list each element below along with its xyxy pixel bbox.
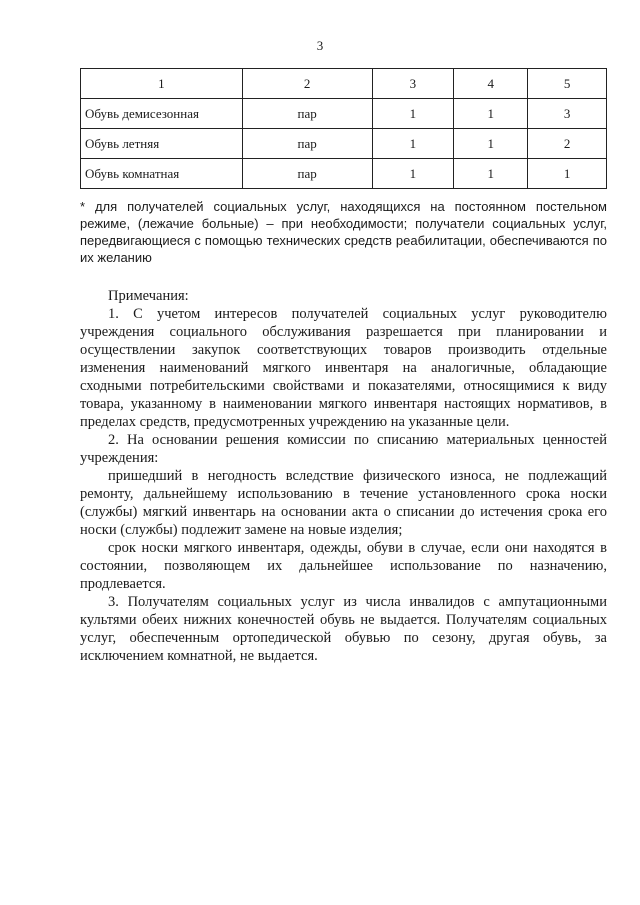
item-name-cell: Обувь летняя [81, 129, 243, 159]
value-cell: 1 [454, 99, 528, 129]
value-cell: 1 [372, 99, 454, 129]
note-paragraph: 2. На основании решения комиссии по списанию материальных ценностей учреждения: [80, 432, 607, 466]
note-paragraph: 3. Получателям социальных услуг из числа инвалидов с ампутационными культями обеих нижних конечностей обувь не выдается. Получателям социальных услуг, обеспеченным ортопедической обувью по сезону, другая обувь, за исключением комнатной, не выдается. [80, 594, 607, 664]
item-name-cell: Обувь демисезонная [81, 99, 243, 129]
page-number: 3 [316, 38, 324, 53]
value-cell: 1 [454, 159, 528, 189]
table-row [81, 129, 607, 159]
table-row [81, 99, 607, 129]
column-header: 1 [81, 69, 243, 99]
note-paragraph: срок носки мягкого инвентаря, одежды, обуви в случае, если они находятся в состоянии, позволяющем их дальнейшее использование по назначению, продлевается. [80, 540, 607, 592]
norms-table [80, 68, 607, 189]
value-cell: 1 [528, 159, 607, 189]
note-paragraph: пришедший в негодность вследствие физического износа, не подлежащий ремонту, дальнейшему использованию в течение установленного срока носки (службы) мягкий инвентарь на основании акта о списании до истечения срока его носки (службы) подлежит замене на новые изделия; [80, 468, 607, 538]
value-cell: 3 [528, 99, 607, 129]
value-cell: 1 [454, 129, 528, 159]
column-header: 3 [372, 69, 454, 99]
value-cell: 1 [372, 159, 454, 189]
table-footnote: * для получателей социальных услуг, находящихся на постоянном постельном режиме, (лежачие больные) – при необходимости; получатели социальных услуг, передвигающиеся с помощью технических средств реабилитации, обеспечиваются по их желанию [80, 199, 607, 265]
notes-title: Примечания: [108, 288, 189, 304]
table-header-row [81, 69, 607, 99]
unit-cell: пар [242, 99, 372, 129]
column-header: 2 [242, 69, 372, 99]
unit-cell: пар [242, 159, 372, 189]
value-cell: 2 [528, 129, 607, 159]
notes-section [80, 287, 607, 665]
unit-cell: пар [242, 129, 372, 159]
column-header: 4 [454, 69, 528, 99]
note-paragraph: 1. С учетом интересов получателей социальных услуг руководителю учреждения социального обслуживания разрешается при планировании и осуществлении закупок соответствующих товаров производить отдельные изменения наименований мягкого инвентаря на аналогичные, обладающие сходными потребительскими свойствами и показателями, относящимися к виду товара, указанному в наименовании мягкого инвентаря настоящих нормативов, в пределах средств, предусмотренных учреждению на указанные цели. [80, 306, 607, 430]
table-row [81, 159, 607, 189]
value-cell: 1 [372, 129, 454, 159]
item-name-cell: Обувь комнатная [81, 159, 243, 189]
column-header: 5 [528, 69, 607, 99]
